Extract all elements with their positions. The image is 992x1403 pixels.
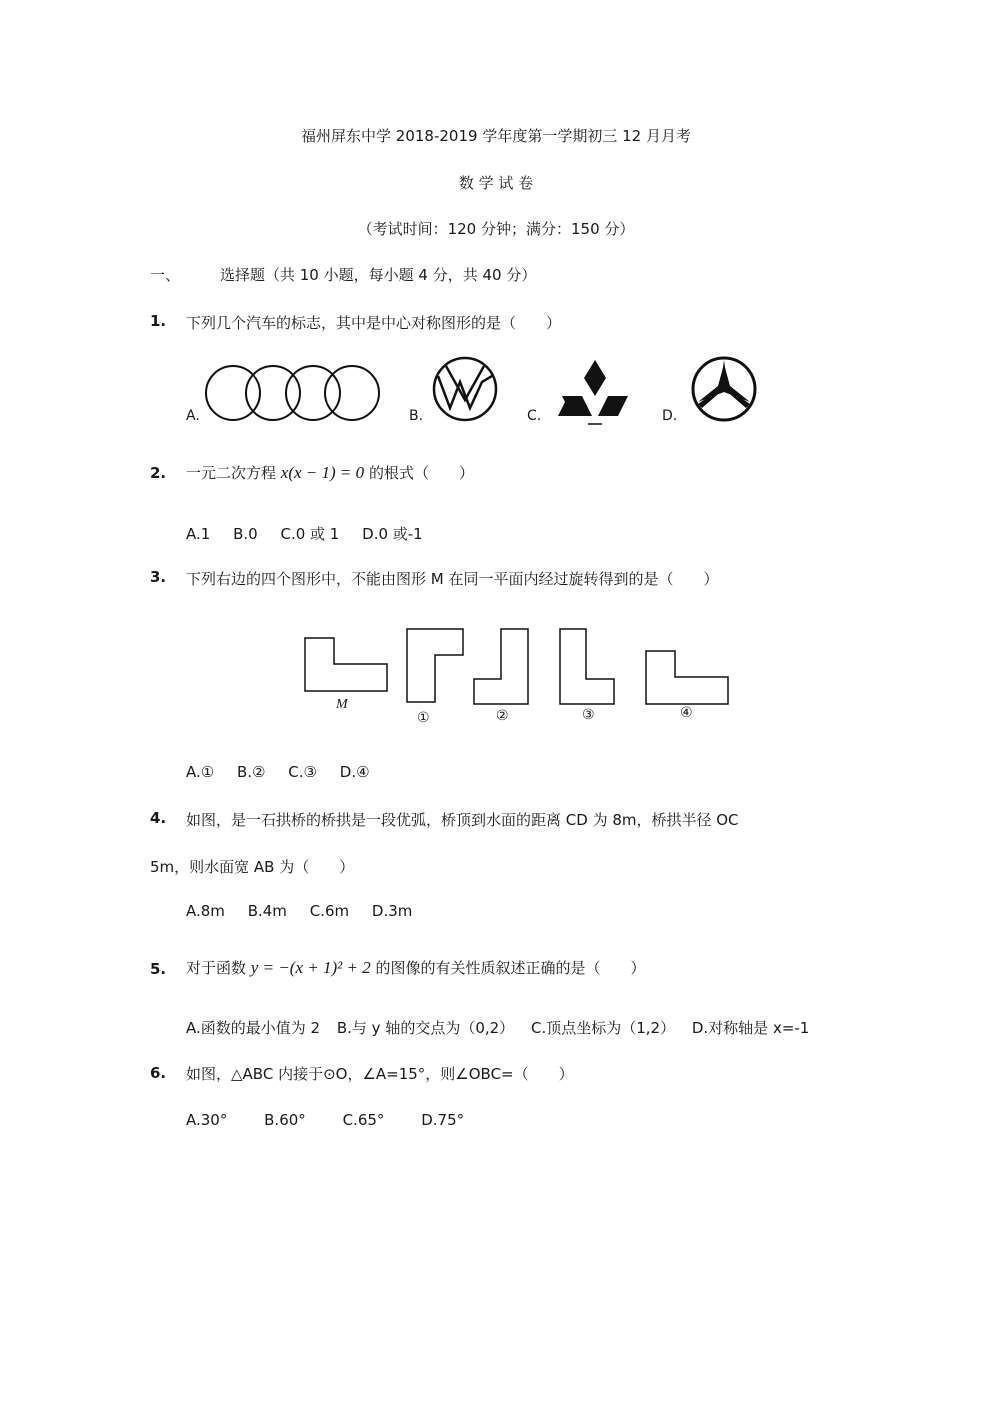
q5-options (186, 1017, 827, 1038)
figure-3-shape (559, 628, 617, 706)
q4-text-line1: 如图，是一石拱桥的桥拱是一段优弧，桥顶到水面的距离 CD 为 8m，桥拱半径 OC (186, 811, 739, 829)
exam-subtitle: 数 学 试 卷 (458, 174, 534, 192)
figure-4-shape (645, 650, 731, 706)
q3-number: 3. (150, 568, 167, 586)
mercedes-star-icon (690, 356, 758, 422)
figure-1-shape (406, 628, 466, 704)
q5-text (186, 957, 646, 978)
q3-text: 下列右边的四个图形中，不能由图形 M 在同一平面内经过旋转得到的是（ ） (186, 570, 719, 588)
q6-options (186, 1111, 482, 1129)
q2-text-after: 的根式（ ） (368, 464, 474, 482)
q2-equation: x(x − 1) = 0 (280, 463, 365, 482)
q3-options (186, 763, 388, 781)
q2-option-c: C.0 或 1 (280, 525, 340, 543)
figure-1-label: ① (417, 710, 430, 726)
q6-option-c: C.65° (342, 1111, 385, 1129)
audi-rings-icon (204, 364, 380, 422)
mitsubishi-icon (558, 358, 632, 426)
q6-text: 如图，△ABC 内接于⊙O，∠A=15°，则∠OBC=（ ） (186, 1065, 574, 1083)
q2-number: 2. (150, 464, 167, 482)
q1-option-a: A. (186, 408, 200, 424)
q3-option-b: B.② (237, 763, 266, 781)
q5-text-after: 的图像的有关性质叙述正确的是（ ） (375, 959, 646, 977)
figure-m-shape (304, 637, 390, 693)
section-number: 一、 (150, 266, 181, 284)
q2-option-d: D.0 或-1 (362, 525, 423, 543)
q5-option-c: C.顶点坐标为（1,2） (530, 1019, 676, 1037)
q6-option-b: B.60° (264, 1111, 306, 1129)
q3-option-c: C.③ (288, 763, 317, 781)
q4-options (186, 902, 430, 920)
q1-text: 下列几个汽车的标志，其中是中心对称图形的是（ ） (186, 314, 562, 332)
q2-text-before: 一元二次方程 (186, 464, 277, 482)
q4-option-d: D.3m (371, 902, 413, 920)
figure-2-label: ② (496, 708, 509, 724)
q6-option-d: D.75° (421, 1111, 465, 1129)
section-title: 选择题（共 10 小题，每小题 4 分，共 40 分） (220, 266, 537, 284)
q5-number: 5. (150, 960, 167, 978)
q2-option-b: B.0 (233, 525, 258, 543)
volkswagen-icon (432, 356, 498, 422)
exam-info: （考试时间：120 分钟；满分：150 分） (357, 220, 635, 238)
q1-option-c: C. (527, 408, 542, 424)
figure-m-label: M (336, 697, 348, 712)
q5-option-a: A.函数的最小值为 2 (186, 1019, 321, 1037)
figure-4-label: ④ (680, 705, 693, 721)
q4-option-c: C.6m (309, 902, 350, 920)
q6-number: 6. (150, 1064, 167, 1082)
q4-text-line2: 5m，则水面宽 AB 为（ ） (150, 858, 355, 876)
q3-option-a: A.① (186, 763, 215, 781)
q4-option-b: B.4m (247, 902, 287, 920)
q1-number: 1. (150, 312, 167, 330)
figure-2-shape (473, 628, 531, 706)
q3-option-d: D.④ (339, 763, 370, 781)
q5-equation: y = −(x + 1)² + 2 (250, 958, 371, 977)
q4-option-a: A.8m (186, 902, 225, 920)
q2-text (186, 462, 474, 483)
q2-options (186, 523, 441, 544)
q1-option-b: B. (409, 408, 424, 424)
q1-option-d: D. (662, 408, 678, 424)
q6-option-a: A.30° (186, 1111, 228, 1129)
q2-option-a: A.1 (186, 525, 211, 543)
q5-option-d: D.对称轴是 x=-1 (691, 1019, 810, 1037)
figure-3-label: ③ (582, 707, 595, 723)
exam-title: 福州屏东中学 2018-2019 学年度第一学期初三 12 月月考 (301, 127, 691, 145)
q4-number: 4. (150, 809, 167, 827)
q5-text-before: 对于函数 (186, 959, 247, 977)
q5-option-b: B.与 y 轴的交点为（0,2） (336, 1019, 515, 1037)
